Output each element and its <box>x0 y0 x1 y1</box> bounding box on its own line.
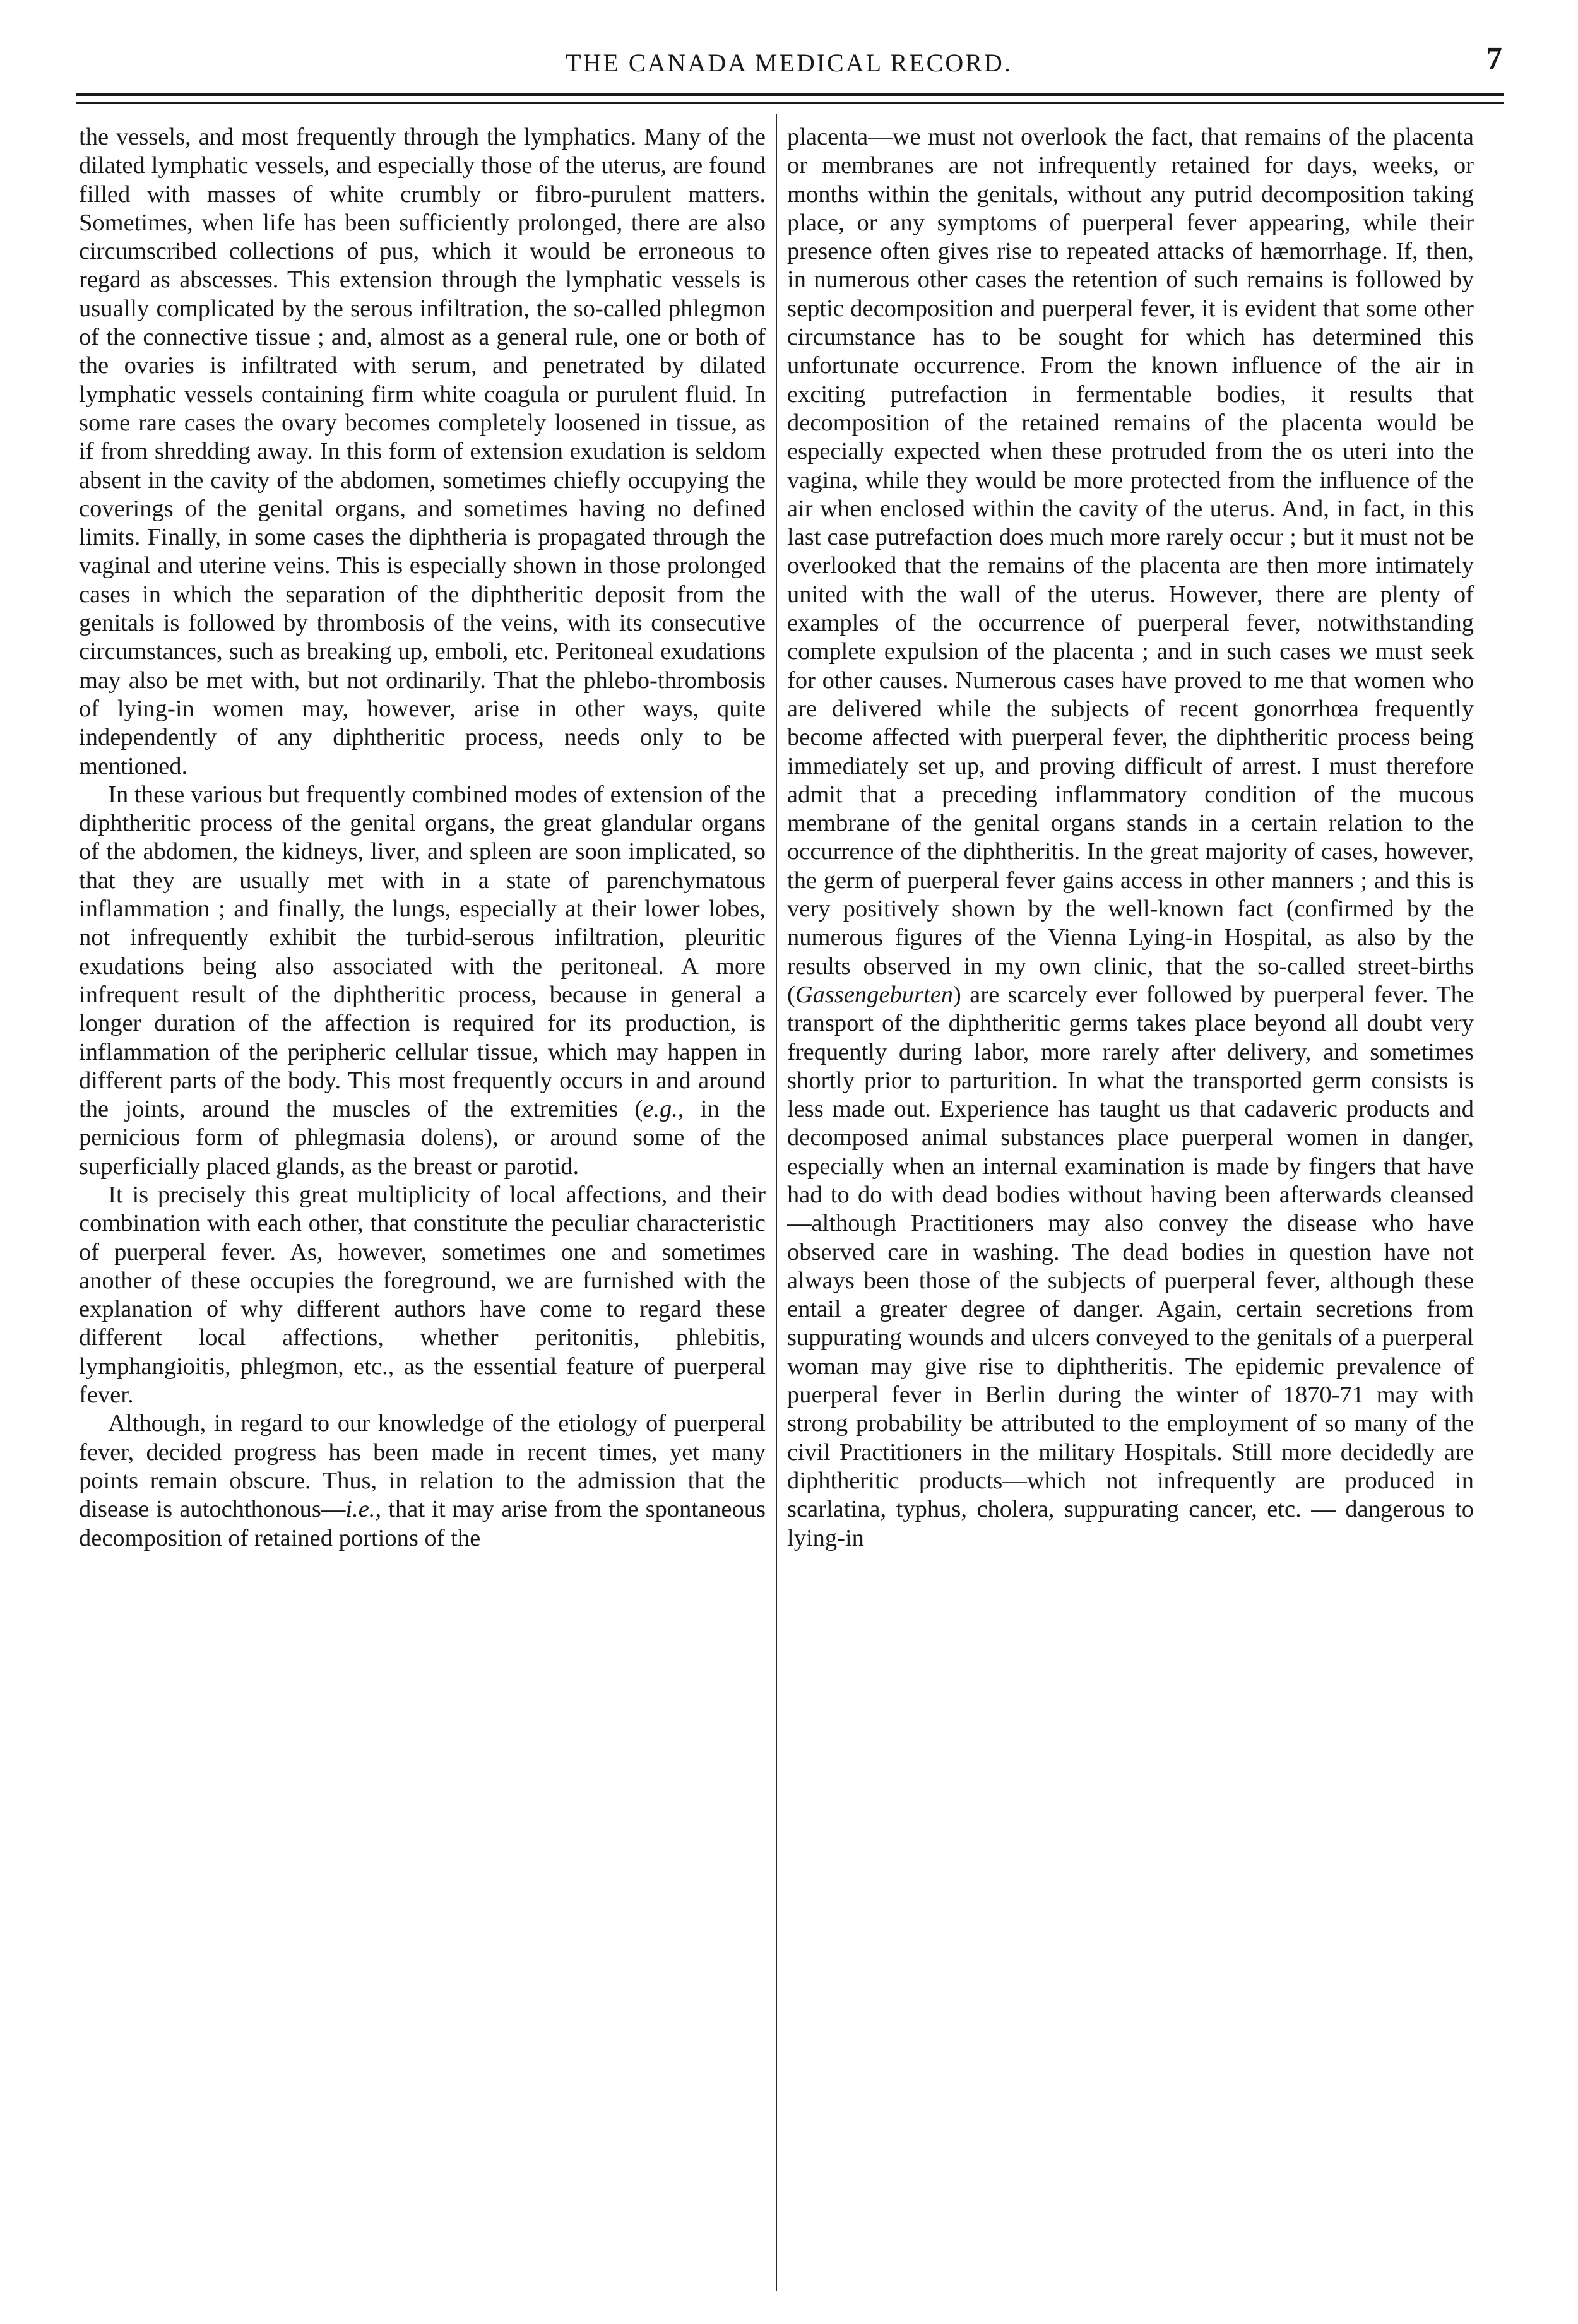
right-paragraph-1-tail: ) are scarcely ever followed by puerperal fever. The transport of the diphtheritic germs takes place beyond all doubt very frequently during labor, more rarely after delivery, and sometimes shortly prior to parturition. In what the transported germ consists is less made out. Experience has taught us that cadaveric products and decomposed animal substances place puerperal women in danger, especially when an internal examination is made by fingers that have had to do with dead bodies without having been afterwards cleansed—although Practitioners may also convey the disease who have observed care in washing. The dead bodies in question have not always been those of the subjects of puerperal fever, although these entail a greater degree of danger. Again, certain secretions from suppurating wounds and ulcers conveyed to the genitals of a puerperal woman may give rise to diphtheritis. The epidemic prevalence of puerperal fever in Berlin during the winter of 1870-71 may with strong probability be attributed to the employment of so many of the civil Practitioners in the military Hospitals. Still more decidedly are diphtheritic products—which not infrequently are produced in scarlatina, typhus, cholera, suppurating cancer, etc. — dangerous to lying-in <box>787 981 1474 1551</box>
left-paragraph-4-italic: i.e. <box>345 1496 376 1523</box>
left-paragraph-1: the vessels, and most frequently through the lymphatics. Many of the dilated lymphatic vessels, and especially those of the uterus, are found filled with masses of white crumbly or fibro-purulent matters. Sometimes, when life has been sufficiently prolonged, there are also circumscribed collections of pus, which it would be erroneous to regard as abscesses. This extension through the lymphatic vessels is usually complicated by the serous infiltration, the so-called phlegmon of the connective tissue ; and, almost as a general rule, one or both of the ovaries is infiltrated with serum, and penetrated by dilated lymphatic vessels containing firm white coagula or purulent fluid. In some rare cases the ovary becomes completely loosened in tissue, as if from shredding away. In this form of extension exudation is seldom absent in the cavity of the abdomen, sometimes chiefly occupying the coverings of the genital organs, and sometimes having no defined limits. Finally, in some cases the diphtheria is propagated through the vaginal and uterine veins. This is especially shown in those prolonged cases in which the separation of the diphtheritic deposit from the genitals is followed by thrombosis of the veins, with its consecutive circumstances, such as breaking up, emboli, etc. Peritoneal exudations may also be met with, but not ordinarily. That the phlebo-thrombosis of lying-in women may, however, arise in other ways, quite independently of any diphtheritic process, needs only to be mentioned. <box>79 124 766 780</box>
right-paragraph-1-italic: Gassengeburten <box>795 981 954 1008</box>
header-rule-thin <box>76 102 1504 104</box>
left-paragraph-2 <box>79 781 766 1181</box>
right-paragraph-1 <box>787 123 1474 1553</box>
left-paragraph-2-text: In these various but frequently combined modes of extension of the diphtheritic process of the genital organs, the great glandular organs of the abdomen, the kidneys, liver, and spleen are soon implicated, so that they are usually met with in a state of parenchymatous inflammation ; and finally, the lungs, especially at their lower lobes, not infrequently exhibit the turbid-serous infiltration, pleuritic exudations being also associated with the peritoneal. A more infrequent result of the diphtheritic process, because in general a longer duration of the affection is required for its production, is inflammation of the peripheric cellular tissue, which may happen in different parts of the body. This most frequently occurs in and around the joints, around the muscles of the extremities ( <box>79 781 766 1123</box>
left-paragraph-4-text: Although, in regard to our knowledge of the etiology of puerperal fever, decided progress has been made in recent times, yet many points remain obscure. Thus, in relation to the admission that the disease is autochthonous— <box>79 1410 766 1523</box>
journal-title: THE CANADA MEDICAL RECORD. <box>566 49 1012 77</box>
left-paragraph-2-italic: e.g. <box>643 1096 678 1123</box>
left-paragraph-4 <box>79 1409 766 1552</box>
column-divider <box>776 114 777 2291</box>
page-number: 7 <box>1486 41 1502 77</box>
right-paragraph-1-text: placenta—we must not overlook the fact, that remains of the placenta or membranes are not infrequently retained for days, weeks, or months within the genitals, without any putrid decomposition taking place, or any symptoms of puerperal fever appearing, while their presence often gives rise to repeated attacks of hæmorrhage. If, then, in numerous other cases the retention of such remains is followed by septic decomposition and puerperal fever, it is evident that some other circumstance has to be sought for which has determined this unfortunate occurrence. From the known influence of the air in exciting putrefaction in fermentable bodies, it results that decomposition of the retained remains of the placenta would be especially expected when these protruded from the os uteri into the vagina, while they would be more protected from the influence of the air when enclosed within the cavity of the uterus. And, in fact, in this last case putrefaction does much more rarely occur ; but it must not be overlooked that the remains of the placenta are then more intimately united with the wall of the uterus. However, there are plenty of examples of the occurrence of puerperal fever, notwithstanding complete expulsion of the placenta ; and in such cases we must seek for other causes. Numerous cases have proved to me that women who are delivered while the subjects of recent gonorrhœa frequently become affected with puerperal fever, the diphtheritic process being immediately set up, and proving difficult of arrest. I must therefore admit that a preceding inflammatory condition of the mucous membrane of the genital organs stands in a certain relation to the occurrence of the diphtheritis. In the great majority of cases, however, the germ of puerperal fever gains access in other manners ; and this is very positively shown by the well-known fact (confirmed by the numerous figures of the Vienna Lying-in Hospital, as also by the results observed in my own clinic, that the so-called street-births ( <box>787 124 1474 1008</box>
running-head <box>76 41 1502 82</box>
left-paragraph-3: It is precisely this great multiplicity of local affections, and their combination with each other, that constitute the peculiar characteristic of puerperal fever. As, however, sometimes one and sometimes another of these occupies the foreground, we are furnished with the explanation of why different authors have come to regard these different local affections, whether peritonitis, phlebitis, lymphangioitis, phlegmon, etc., as the essential feature of puerperal fever. <box>79 1181 766 1409</box>
header-rule-thick <box>76 93 1504 96</box>
right-column <box>787 123 1474 2288</box>
left-column <box>79 123 766 2288</box>
left-paragraph-2-tail: , in the pernicious form of phlegmasia dolens), or around some of the superficially placed glands, as the breast or parotid. <box>79 1096 766 1180</box>
left-paragraph-4-tail: , that it may arise from the spontaneous decomposition of retained portions of the <box>79 1496 766 1551</box>
